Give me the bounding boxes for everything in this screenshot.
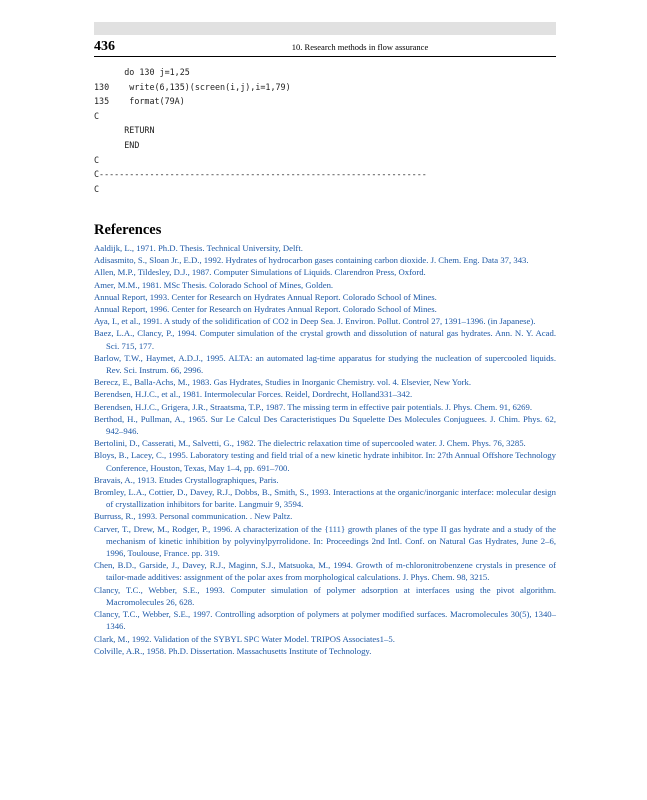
- code-line: 130 write(6,135)(screen(i,j),i=1,79): [94, 81, 291, 92]
- code-line: END: [94, 139, 140, 150]
- code-line: RETURN: [94, 125, 155, 136]
- reference-entry[interactable]: Berendsen, H.J.C., Grigera, J.R., Straatsma, T.P., 1987. The missing term in effective pair potentials. J. Phys. Chem. 91, 6269.: [94, 401, 533, 412]
- reference-entry[interactable]: Clark, M., 1992. Validation of the SYBYL SPC Water Model. TRIPOS Associates1–5.: [94, 633, 395, 644]
- code-line: 135 format(79A): [94, 96, 185, 107]
- code-line: C-----------------------------------------------------------------: [94, 169, 427, 180]
- code-line: do 130 j=1,25: [94, 67, 190, 77]
- reference-entry[interactable]: Annual Report, 1993. Center for Research on Hydrates Annual Report. Colorado School of Mines.: [94, 291, 437, 302]
- code-line: C: [94, 110, 100, 121]
- reference-entry[interactable]: Berthod, H., Pullman, A., 1965. Sur Le Calcul Des Caracteristiques Du Squelette Des Molecules Conjuguees. J. Chim. Phys. 62, 942–946.: [94, 413, 556, 437]
- references-list: [94, 242, 556, 657]
- reference-entry[interactable]: Adisasmito, S., Sloan Jr., E.D., 1992. Hydrates of hydrocarbon gases containing carbon dioxide. J. Chem. Eng. Data 37, 343.: [94, 255, 529, 266]
- code-line: C: [94, 183, 100, 194]
- reference-entry[interactable]: Allen, M.P., Tildesley, D.J., 1987. Computer Simulations of Liquids. Clarendron Press, Oxford.: [94, 267, 426, 278]
- reference-entry[interactable]: Aaldijk, L., 1971. Ph.D. Thesis. Technical University, Delft.: [94, 243, 303, 253]
- reference-entry[interactable]: Chen, B.D., Garside, J., Davey, R.J., Maginn, S.J., Matsuoka, M., 1994. Growth of m-chloronitrobenzene crystals in presence of tailor-made additives: assignment of the polar axes from morphological calculations. J. Phys. Chem. 98, 3215.: [94, 560, 556, 583]
- reference-entry[interactable]: Clancy, T.C., Webber, S.E., 1997. Controlling adsorption of polymers at polymer modified surfaces. Macromolecules 30(5), 1340–1346.: [94, 609, 556, 632]
- reference-entry[interactable]: Carver, T., Drew, M., Rodger, P., 1996. A characterization of the {111} growth planes of the type II gas hydrate and a study of the mechanism of kinetic inhibition by polyvinylpyrrolidone. In: Proceedings 2nd Intl. Conf. on Natural Gas Hydrates, June 2–6, 1996, Toulouse, France. pp. 319.: [94, 523, 556, 559]
- top-band: [94, 22, 556, 35]
- reference-entry[interactable]: Bromley, L.A., Cottier, D., Davey, R.J., Dobbs, B., Smith, S., 1993. Interactions at the organic/inorganic interface: molecular design of crystallization inhibitors for barite. Langmuir 9, 3594.: [94, 487, 556, 510]
- reference-entry[interactable]: Bravais, A., 1913. Etudes Crystallographiques, Paris.: [94, 474, 279, 485]
- page-number: 436: [94, 39, 115, 54]
- reference-entry[interactable]: Amer, M.M., 1981. MSc Thesis. Colorado School of Mines, Golden.: [94, 279, 334, 290]
- reference-entry[interactable]: Burruss, R., 1993. Personal communication. . New Paltz.: [94, 511, 293, 522]
- reference-entry[interactable]: Baez, L.A., Clancy, P., 1994. Computer simulation of the crystal growth and dissolution of natural gas hydrates. Ann. N. Y. Acad. Sci. 715, 177.: [94, 328, 556, 351]
- reference-entry[interactable]: Annual Report, 1996. Center for Research on Hydrates Annual Report. Colorado School of Mines.: [94, 304, 437, 315]
- running-head: 10. Research methods in flow assurance: [291, 42, 429, 52]
- reference-entry[interactable]: Berendsen, H.J.C., et al., 1981. Intermolecular Forces. Reidel, Dordrecht, Holland331–342.: [94, 389, 413, 400]
- reference-entry[interactable]: Aya, I., et al., 1991. A study of the solidification of CO2 in Deep Sea. J. Environ. Pollut. Control 27, 1391–1396. (in Japanese).: [94, 316, 536, 327]
- reference-entry[interactable]: Bloys, B., Lacey, C., 1995. Laboratory testing and field trial of a new kinetic hydrate inhibitor. In: 27th Annual Offshore Technology Conference, Houston, Texas, May 1–4, pp. 691–700.: [94, 450, 556, 473]
- reference-entry[interactable]: Barlow, T.W., Haymet, A.D.J., 1995. ALTA: an automated lag-time apparatus for studying the nucleation of supercooled liquids. Rev. Sci. Instrum. 66, 2996.: [94, 352, 556, 376]
- reference-entry[interactable]: Colville, A.R., 1958. Ph.D. Dissertation. Massachusetts Institute of Technology.: [94, 645, 372, 656]
- reference-entry[interactable]: Clancy, T.C., Webber, S.E., 1993. Computer simulation of polymer adsorption at interfaces using the pivot algorithm. Macromolecules 26, 628.: [94, 584, 556, 607]
- reference-entry[interactable]: Berecz, E., Balla-Achs, M., 1983. Gas Hydrates, Studies in Inorganic Chemistry. vol. 4. Elsevier, New York.: [94, 377, 472, 388]
- reference-entry[interactable]: Bertolini, D., Casserati, M., Salvetti, G., 1982. The dielectric relaxation time of supercooled water. J. Chem. Phys. 76, 3285.: [94, 438, 526, 449]
- code-listing: [94, 65, 427, 196]
- code-line: C: [94, 154, 100, 165]
- references-heading: References: [94, 222, 162, 238]
- page-header: [94, 38, 556, 57]
